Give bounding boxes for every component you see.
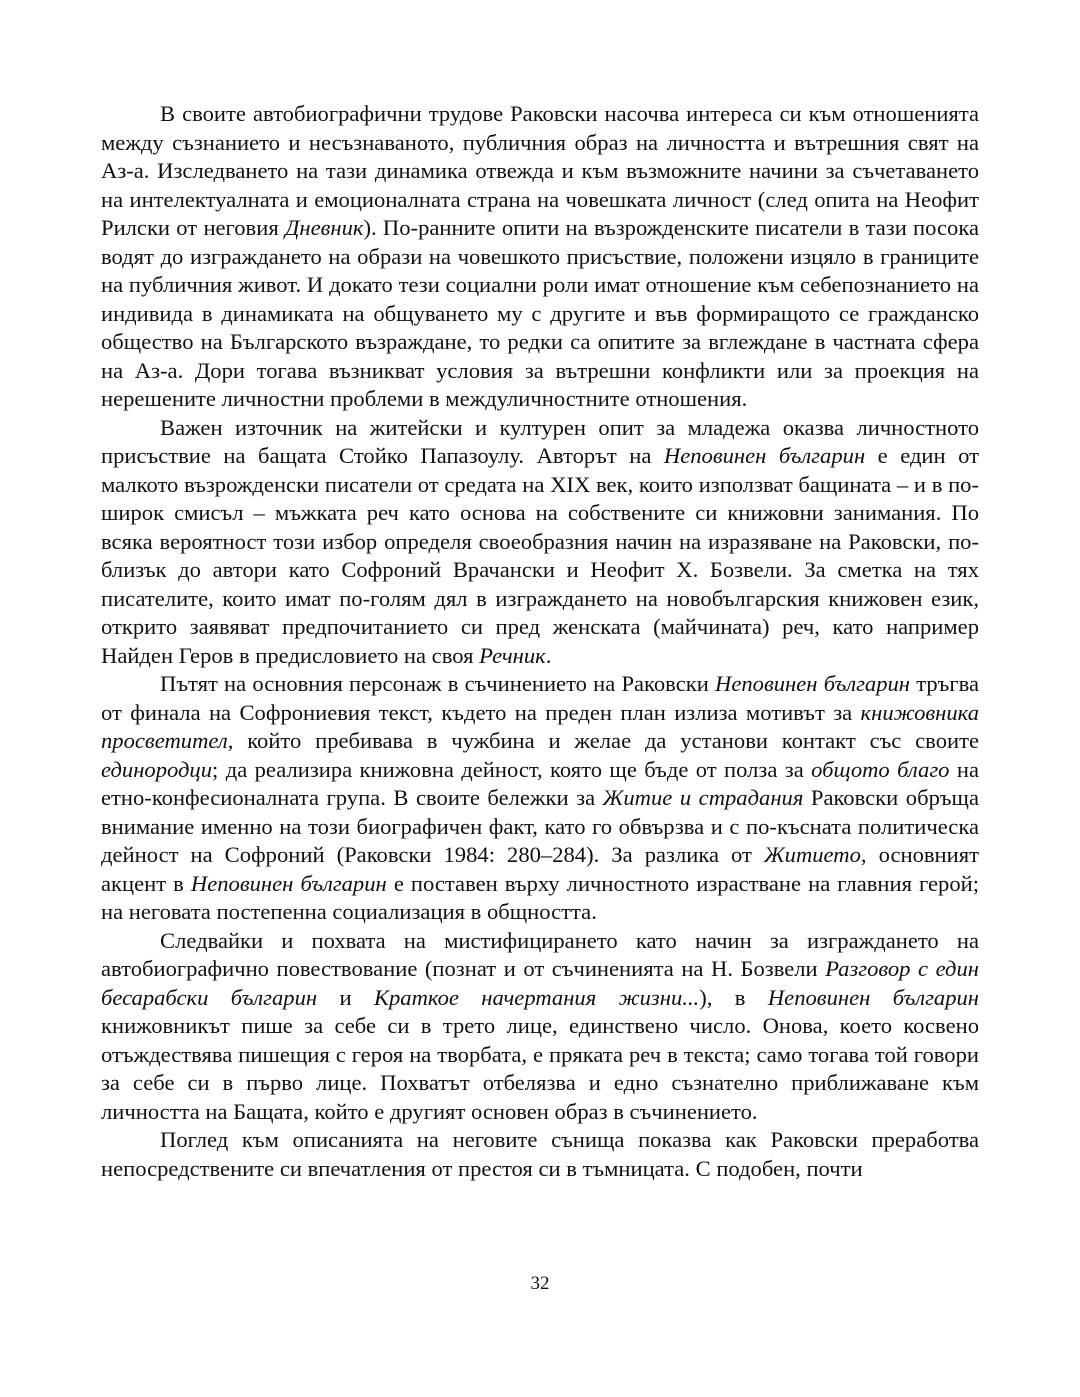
italic-text-run: Разговор с един бесарабски българин <box>101 956 979 1010</box>
text-run: е поставен върху личностното израстване на главния герой; на неговата постепенна социализация в общността. <box>101 870 979 924</box>
italic-text-run: Дневник <box>284 215 364 240</box>
italic-text-run: Неповинен българин <box>663 443 866 468</box>
text-run: Важен източник на житейски и културен опит за младежа оказва личностното присъствие на бащата Стойко Папазоулу. Авторът на <box>101 414 979 468</box>
text-run: , основният акцент в <box>101 842 979 896</box>
text-run: В своите автобиографични трудове Раковски насочва интереса си към отношенията между съзнанието и несъзнаваното, публичния образ на личността и вътрешния свят на Аз-а. Изследването на тази динамика отвежда и към възможните начини за съчетаването на интелектуалната и емоционалната страна на човешката личност (след опита на Неофит Рилски от неговия <box>101 101 979 240</box>
text-run: . <box>545 642 552 668</box>
paragraph-5 <box>101 1126 979 1183</box>
text-run: Раковски обръща внимание именно на този биографичен факт, като го обвързва и с по-късната политическа дейност на Софроний (Раковски 1984: 280–284). За разлика от <box>101 785 979 867</box>
text-run: на етно-конфесионалната група. В своите бележки за <box>101 756 979 810</box>
paragraph-1 <box>101 100 979 414</box>
text-run: тръгва от финала на Софрониевия текст, където на преден план излиза мотивът за <box>101 671 979 725</box>
italic-text-run: единородци <box>101 756 213 782</box>
text-run: ), в <box>699 984 768 1010</box>
text-run: Пътят на основния персонаж в съчинението на Раковски <box>160 671 716 696</box>
italic-text-run: книжовника просветител <box>101 699 979 753</box>
paragraph-4 <box>101 927 979 1127</box>
italic-text-run: Краткое начертания жизни... <box>373 984 700 1010</box>
text-run: и <box>317 984 374 1010</box>
italic-text-run: Неповинен българин <box>767 984 980 1010</box>
text-run: , който пребивава в чужбина и желае да установи контакт със своите <box>227 728 979 753</box>
paragraph-3 <box>101 670 979 927</box>
italic-text-run: Речник <box>479 642 546 668</box>
text-run: ; да реализира книжовна дейност, която ще бъде от полза за <box>212 756 812 782</box>
italic-text-run: Неповинен българин <box>715 671 910 696</box>
page-number: 32 <box>530 1273 550 1294</box>
italic-text-run: Неповинен българин <box>190 870 387 896</box>
italic-text-run: Житието <box>763 842 861 867</box>
text-run: Поглед към описанията на неговите сънища показва как Раковски преработва непосредствените си впечатления от престоя си в тъмницата. С подобен, почти <box>101 1127 979 1181</box>
text-run: книжовникът пише за себе си в трето лице, единствено число. Онова, което косвено отъждествява пишещия с героя на творбата, е пряката реч в текста; само тогава той говори за себе си в първо лице. Похватът отбелязва и едно съзнателно приближаване към личността на Бащата, който е другият основен образ в съчинението. <box>101 1013 979 1124</box>
italic-text-run: общото благо <box>811 756 950 782</box>
text-run: е един от малкото възрожденски писатели от средата на XIX век, които използват бащината – и в по-широк смисъл – мъжката реч като основа на собствените си книжовни занимания. По всяка вероятност този избор определя своеобразния начин на изразяване на Раковски, по-близък до автори като Софроний Врачански и Неофит Х. Бозвели. За сметка на тях писателите, които имат по-голям дял в изграждането на новобългарския книжовен език, открито заявяват предпочитанието си пред женската (майчината) реч, като например Найден Геров в предисловието на своя <box>101 443 979 668</box>
text-run: Следвайки и похвата на мистифицирането като начин за изграждането на автобиографично повествование (познат и от съчиненията на Н. Бозвели <box>101 927 979 981</box>
text-run: ). По-ранните опити на възрожденските писатели в тази посока водят до изграждането на образи на човешкото присъствие, положени изцяло в границите на публичния живот. И докато тези социални роли имат отношение към себепознанието на индивида в динамиката на общуването му с другите и във формиращото се гражданско общество на Българското възраждане, то редки са опитите за вглеждане в частната сфера на Аз-а. Дори тогава възникват условия за вътрешни конфликти или за проекция на нерешените личностни проблеми в междуличностните отношения. <box>101 215 979 411</box>
paragraph-2 <box>101 414 979 671</box>
page-body <box>101 100 979 1183</box>
italic-text-run: Житие и страдания <box>602 785 804 810</box>
